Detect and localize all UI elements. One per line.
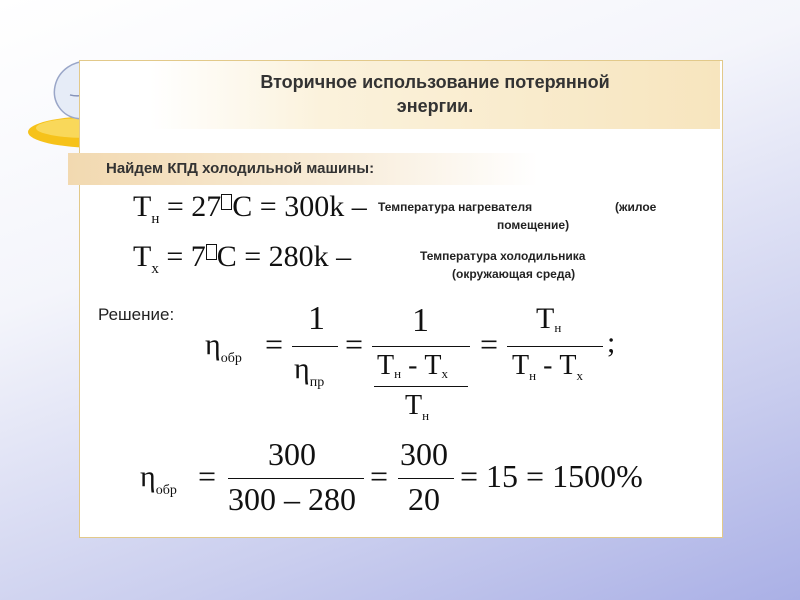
eq-sign-1: =: [265, 326, 284, 362]
T-symbol: T: [424, 350, 442, 381]
frac2-inner-num: [377, 350, 448, 382]
cooler-eq: = 7: [166, 240, 206, 273]
eq-sign-5: =: [370, 458, 389, 494]
heater-sub: н: [151, 211, 160, 227]
T-symbol: T: [377, 350, 395, 381]
frac5-bar: [398, 478, 454, 479]
eq-sign-4: =: [198, 458, 217, 494]
heater-note-line2: помещение): [497, 218, 570, 232]
frac1-den: [294, 352, 325, 390]
subheading: Найдем КПД холодильной машины:: [68, 153, 538, 185]
eta-sub: обр: [220, 351, 242, 366]
T-symbol: T: [405, 390, 423, 421]
eta-pr-symbol: η: [294, 352, 310, 385]
title-line-1: Вторичное использование потерянной: [260, 72, 610, 92]
T-symbol: T: [559, 350, 577, 381]
frac5-den: 20: [408, 481, 440, 517]
heater-note-line1-right: (жилое: [615, 200, 657, 214]
heater-symbol: T: [133, 190, 152, 223]
sub-x: x: [441, 366, 449, 381]
frac4-den: 300 – 280: [228, 481, 356, 517]
frac2-bar: [372, 346, 470, 347]
eq-sign-2: =: [345, 326, 364, 362]
frac2-inner-bar: [374, 386, 468, 387]
title-line-2: энергии.: [396, 96, 474, 116]
eta-obr-1: [205, 328, 242, 366]
slide-title: [150, 61, 720, 129]
cooler-note-line1: Температура холодильника: [420, 249, 586, 263]
T-symbol: T: [512, 350, 530, 381]
sub-n: н: [394, 366, 402, 381]
frac3-den: [512, 350, 583, 382]
degree-box-icon: [206, 244, 217, 260]
heater-formula: [133, 190, 367, 227]
cooler-symbol: T: [133, 240, 152, 273]
eta-sub: обр: [155, 483, 177, 498]
frac1-bar: [292, 346, 338, 347]
semicolon: ;: [607, 326, 616, 359]
heater-eq: = 27: [166, 190, 222, 223]
sub-n: н: [554, 320, 562, 335]
frac3-num: [536, 302, 561, 336]
result: = 15 = 1500%: [460, 458, 643, 494]
cooler-sub: x: [151, 261, 159, 277]
frac5-num: 300: [400, 436, 448, 472]
eta-obr-2: [140, 460, 177, 498]
sub-x: x: [576, 368, 584, 383]
eta-pr-sub: пр: [309, 375, 325, 390]
eta-symbol: η: [140, 460, 156, 493]
minus-sign: -: [408, 350, 418, 381]
solution-label: Решение:: [98, 305, 175, 324]
eq-sign-3: =: [480, 326, 499, 362]
frac4-bar: [228, 478, 364, 479]
T-symbol: T: [536, 302, 555, 335]
sub-n: н: [529, 368, 537, 383]
heater-note-line1: Температура нагревателя: [378, 200, 533, 214]
frac2-num: 1: [412, 302, 429, 339]
cooler-formula: [133, 240, 352, 277]
cooler-note-line2: (окружающая среда): [452, 267, 576, 281]
cooler-unit: C = 280k –: [216, 240, 352, 273]
sub-n: н: [422, 408, 430, 423]
frac4-num: 300: [268, 436, 316, 472]
heater-unit: C = 300k –: [232, 190, 367, 223]
minus-sign: -: [543, 350, 553, 381]
degree-box-icon: [221, 194, 232, 210]
eta-symbol: η: [205, 328, 221, 361]
frac3-bar: [507, 346, 603, 347]
frac1-num: 1: [308, 300, 325, 337]
frac2-inner-den: [405, 390, 429, 422]
